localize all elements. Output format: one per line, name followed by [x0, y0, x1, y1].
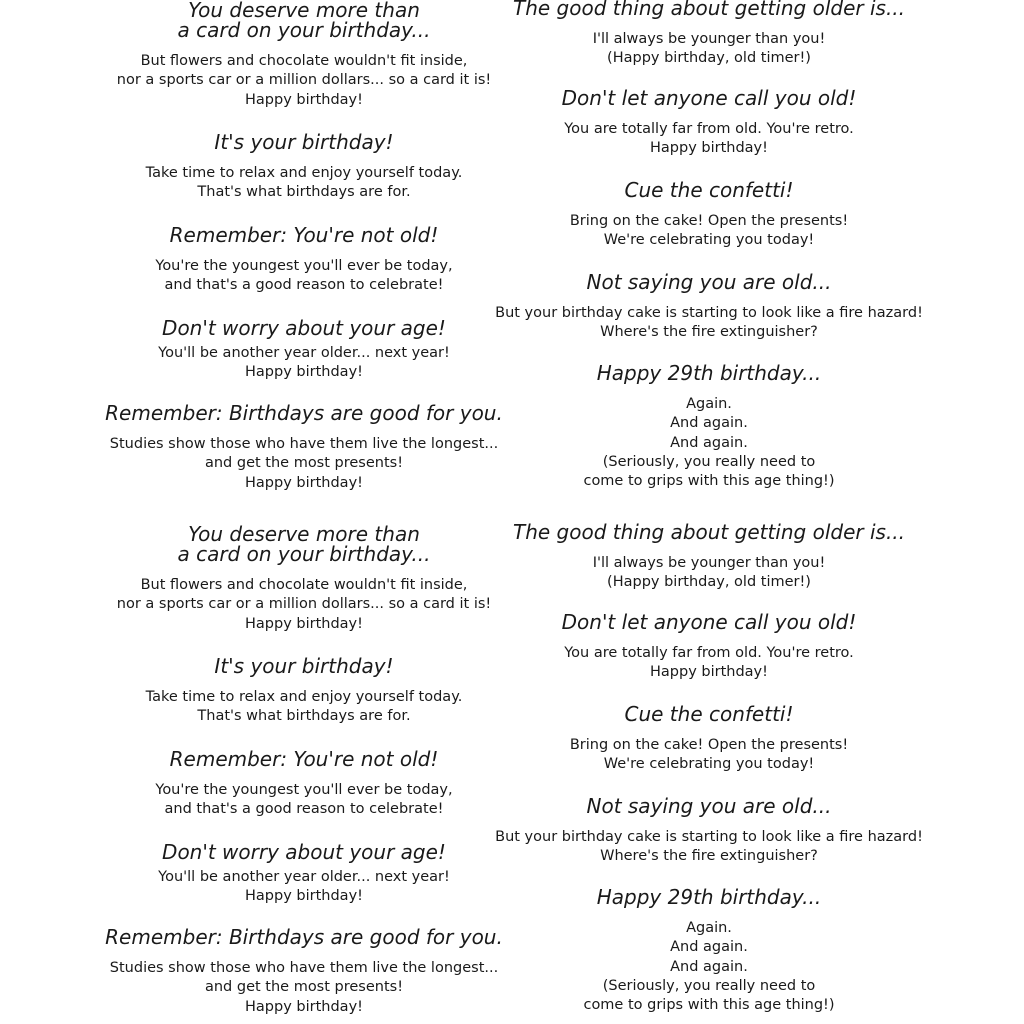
verse-heading: Not saying you are old... — [586, 270, 832, 294]
verse-body: Happy birthday! — [650, 664, 768, 681]
verse-heading: Remember: Birthdays are good for you. — [105, 401, 503, 425]
verse-heading: It's your birthday! — [214, 654, 394, 678]
verse-body: and that's a good reason to celebrate! — [164, 801, 444, 818]
verse-body: And again. — [670, 434, 748, 451]
verse-body: You'll be another year older... next year! — [158, 869, 450, 885]
verse-body: Happy birthday! — [245, 888, 363, 905]
verse-block — [117, 0, 491, 110]
verse-heading: Remember: Birthdays are good for you. — [105, 925, 503, 949]
verse-block — [583, 363, 834, 491]
verse-body: Again. — [686, 920, 732, 936]
verse-heading: The good thing about getting older is... — [512, 520, 906, 544]
verse-heading: Remember: You're not old! — [169, 747, 439, 771]
verse-heading: It's your birthday! — [214, 130, 394, 154]
verse-heading: Cue the confetti! — [624, 178, 794, 202]
verse-body: nor a sports car or a million dollars... so a card it is! — [116, 72, 492, 89]
verse-body: nor a sports car or a million dollars... so a card it is! — [116, 596, 492, 613]
verse-heading: Happy 29th birthday... — [596, 885, 822, 909]
verse-block — [105, 927, 503, 1017]
verse-heading: Don't worry about your age! — [162, 316, 446, 340]
verse-block — [158, 842, 450, 907]
verse-body: Studies show those who have them live the longest... — [109, 436, 499, 452]
verse-body: Bring on the cake! Open the presents! — [569, 737, 849, 753]
verse-heading: Don't let anyone call you old! — [561, 86, 857, 110]
verse-block — [513, 0, 905, 69]
verse-block — [495, 796, 923, 867]
verse-block — [155, 749, 452, 820]
verse-body: (Happy birthday, old timer!) — [607, 574, 811, 591]
verse-body: (Seriously, you really need to — [602, 977, 816, 994]
verse-body: I'll always be younger than you! — [592, 555, 826, 571]
verse-body: Take time to relax and enjoy yourself today. — [145, 689, 463, 705]
verse-block — [570, 180, 848, 251]
verse-heading: You deserve more than — [188, 522, 420, 546]
verse-body: And again. — [670, 958, 748, 975]
verse-heading: Don't let anyone call you old! — [561, 610, 857, 634]
verse-block — [583, 887, 834, 1015]
verse-body: But your birthday cake is starting to look like a fire hazard! — [495, 829, 923, 845]
verse-block — [513, 522, 905, 593]
verse-body: and get the most presents! — [204, 979, 404, 996]
verse-body: And again. — [670, 939, 748, 956]
verse-body: come to grips with this age thing!) — [583, 473, 835, 490]
verse-heading: a card on your birthday... — [177, 18, 431, 42]
verse-body: We're celebrating you today! — [603, 756, 815, 773]
verse-body: We're celebrating you today! — [603, 232, 815, 249]
verse-block — [158, 318, 450, 383]
verse-block — [155, 225, 452, 296]
verse-heading: Remember: You're not old! — [169, 223, 439, 247]
verse-body: Where's the fire extinguisher? — [600, 324, 818, 341]
verse-body: and get the most presents! — [204, 455, 404, 472]
verse-body: Happy birthday! — [245, 91, 363, 108]
verse-body: Studies show those who have them live the longest... — [109, 960, 499, 976]
verse-body: (Seriously, you really need to — [602, 453, 816, 470]
verse-block — [146, 656, 463, 727]
verse-body: (Happy birthday, old timer!) — [607, 50, 811, 67]
verse-heading: The good thing about getting older is... — [512, 0, 906, 20]
verse-heading: a card on your birthday... — [177, 542, 431, 566]
verse-body: come to grips with this age thing!) — [583, 997, 835, 1014]
verse-body: That's what birthdays are for. — [197, 708, 411, 725]
verse-block — [146, 132, 463, 203]
verse-body: But flowers and chocolate wouldn't fit inside, — [140, 577, 468, 593]
verse-body: Happy birthday! — [245, 615, 363, 632]
verse-body: I'll always be younger than you! — [592, 31, 826, 47]
verse-body: and that's a good reason to celebrate! — [164, 277, 444, 294]
verse-body: Take time to relax and enjoy yourself today. — [145, 165, 463, 181]
verse-heading: Happy 29th birthday... — [596, 361, 822, 385]
verse-block — [117, 524, 491, 634]
verse-body: You are totally far from old. You're retro. — [564, 645, 854, 661]
verse-heading: Not saying you are old... — [586, 794, 832, 818]
verse-block — [495, 272, 923, 343]
verse-block — [570, 704, 848, 775]
verse-heading: You deserve more than — [188, 0, 420, 22]
verse-body: That's what birthdays are for. — [197, 184, 411, 201]
verse-body: You're the youngest you'll ever be today, — [155, 258, 453, 274]
verse-block — [562, 88, 857, 159]
verse-body: But flowers and chocolate wouldn't fit inside, — [140, 53, 468, 69]
verse-body: Bring on the cake! Open the presents! — [569, 213, 849, 229]
verse-block — [562, 612, 857, 683]
verse-body: Happy birthday! — [245, 998, 363, 1015]
verse-heading: Don't worry about your age! — [162, 840, 446, 864]
verse-body: You are totally far from old. You're retro. — [564, 121, 854, 137]
verse-heading: Cue the confetti! — [624, 702, 794, 726]
verse-body: And again. — [670, 415, 748, 432]
verse-body: Happy birthday! — [245, 364, 363, 381]
verse-body: Happy birthday! — [245, 474, 363, 491]
verse-block — [105, 403, 503, 493]
verse-body: Where's the fire extinguisher? — [600, 848, 818, 865]
verse-body: You're the youngest you'll ever be today, — [155, 782, 453, 798]
verse-body: Again. — [686, 396, 732, 412]
verse-body: Happy birthday! — [650, 140, 768, 157]
verse-body: But your birthday cake is starting to look like a fire hazard! — [495, 305, 923, 321]
verse-body: You'll be another year older... next year! — [158, 345, 450, 361]
